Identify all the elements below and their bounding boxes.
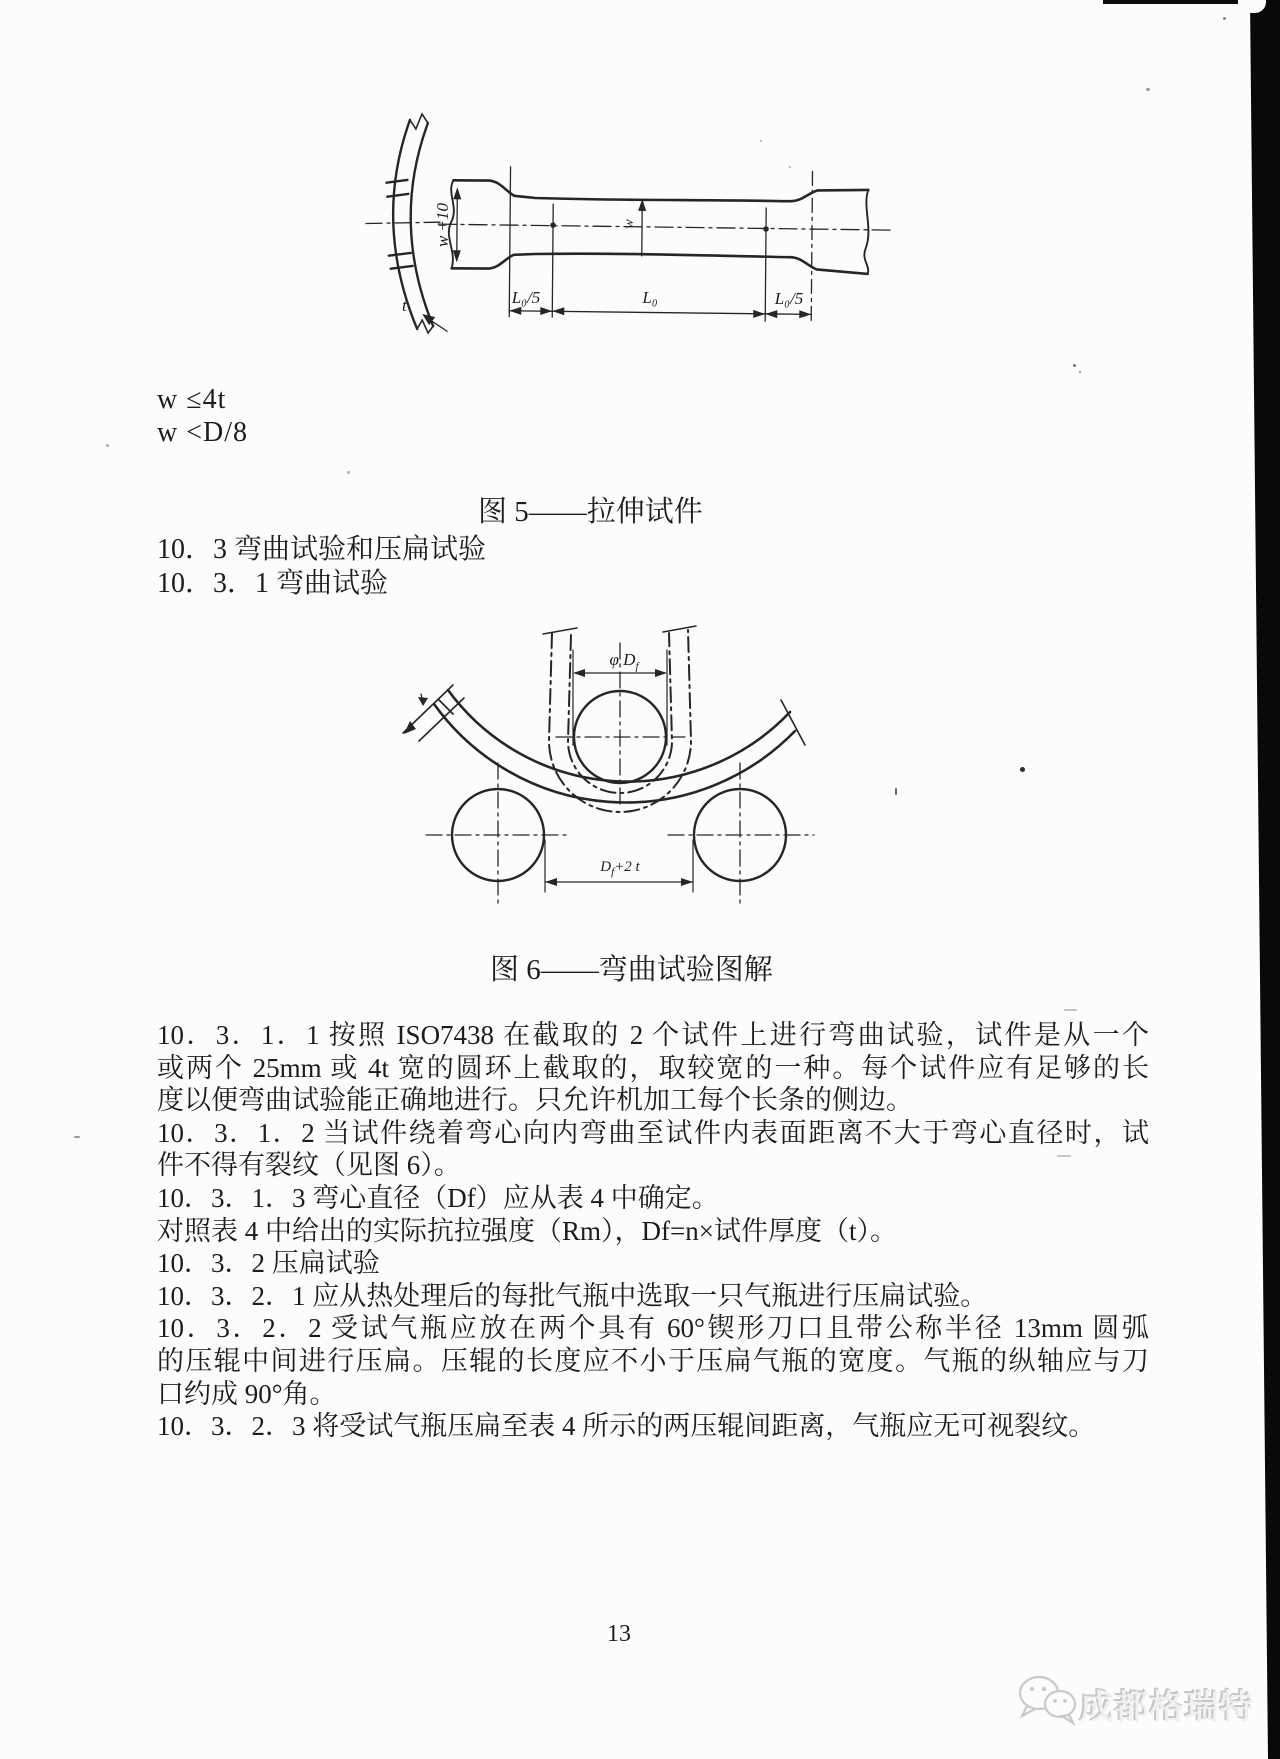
scan-speck: [760, 140, 762, 142]
fig6-roller-gap-label: $D_f+2$ t: [600, 859, 640, 878]
figure5-caption: 图 5——拉伸试件: [478, 496, 703, 528]
fig5-left-segment-label: L₀/5: [511, 288, 541, 307]
scan-speck: [1223, 17, 1226, 20]
scan-speck: [1057, 1155, 1071, 1157]
body-line: 对照表 4 中给出的实际抗拉强度（Rm），Df=n×试件厚度（t）。: [157, 1215, 897, 1246]
figure5-drawing: [300, 95, 900, 350]
page-number: 13: [607, 1621, 631, 1647]
scan-speck: [1064, 1009, 1077, 1011]
fig5-thickness-label: t: [402, 296, 407, 315]
scan-edge-artifact: [1103, 0, 1253, 4]
scan-edge-artifact: [1250, 0, 1280, 1759]
support-rollers: [426, 763, 814, 907]
wechat-icon: [1014, 1671, 1080, 1729]
body-line: 10．3．1．2 当试件绕着弯心向内弯曲至试件内表面距离不大于弯心直径时，试: [157, 1117, 1149, 1148]
formula-w-lt-d8: w <D/8: [157, 417, 249, 448]
body-line: 10．3．1．3 弯心直径（Df）应从表 4 中确定。: [157, 1182, 719, 1213]
scan-speck: [1146, 88, 1150, 91]
scan-speck: [895, 788, 897, 795]
fig6-mandrel-diameter-label: φ $D_f$: [609, 650, 639, 673]
body-line: 10．3．2．2 受试气瓶应放在两个具有 60°锲形刀口且带公称半径 13mm 圆弧: [157, 1313, 1149, 1344]
fig5-gauge-length-label: L₀: [642, 288, 658, 307]
fig5-right-segment-label: L₀/5: [774, 289, 804, 308]
scan-speck: [74, 1136, 80, 1138]
fig5-gauge-width-label: w: [622, 219, 637, 229]
scan-speck: [1073, 364, 1076, 367]
body-line: 度以便弯曲试验能正确地进行。只允许机加工每个长条的侧边。: [157, 1085, 913, 1116]
body-line: 的压辊中间进行压扁。压辊的长度应不小于压扁气瓶的宽度。气瓶的纵轴应与刀: [157, 1345, 1149, 1376]
specimen-strip: [403, 685, 805, 802]
body-line: 件不得有裂纹（见图 6）。: [157, 1150, 461, 1181]
scan-speck: [789, 166, 791, 168]
body-line: 10．3．2 压扁试验: [157, 1248, 380, 1279]
heading-10-3-1: 10．3．1 弯曲试验: [157, 568, 389, 599]
body-text: [157, 1019, 1149, 1443]
scan-speck: [347, 471, 350, 474]
body-line: 10．3．2．3 将受试气瓶压扁至表 4 所示的两压辊间距离，气瓶应无可视裂纹。: [157, 1411, 1096, 1442]
figure6-caption: 图 6——弯曲试验图解: [490, 954, 773, 986]
fig5-width-dimension-label: w +10: [433, 202, 452, 248]
specimen-outline: [438, 180, 891, 274]
scan-speck: [1020, 767, 1025, 772]
scan-speck: [1079, 371, 1081, 373]
watermark-text: 成都格瑞特: [1080, 1689, 1255, 1727]
body-line: 口约成 90°角。: [157, 1378, 337, 1409]
body-line: 10．3．1．1 按照 ISO7438 在截取的 2 个试件上进行弯曲试验，试件是从一个: [157, 1020, 1149, 1050]
body-line: 10．3．2．1 应从热处理后的每批气瓶中选取一只气瓶进行压扁试验。: [157, 1280, 988, 1311]
scan-speck: [106, 444, 109, 447]
body-line: 或两个 25mm 或 4t 宽的圆环上截取的，取较宽的一种。每个试件应有足够的长: [157, 1052, 1149, 1083]
heading-10-3: 10．3 弯曲试验和压扁试验: [157, 534, 487, 565]
formula-w-le-4t: w ≤4t: [157, 384, 227, 415]
